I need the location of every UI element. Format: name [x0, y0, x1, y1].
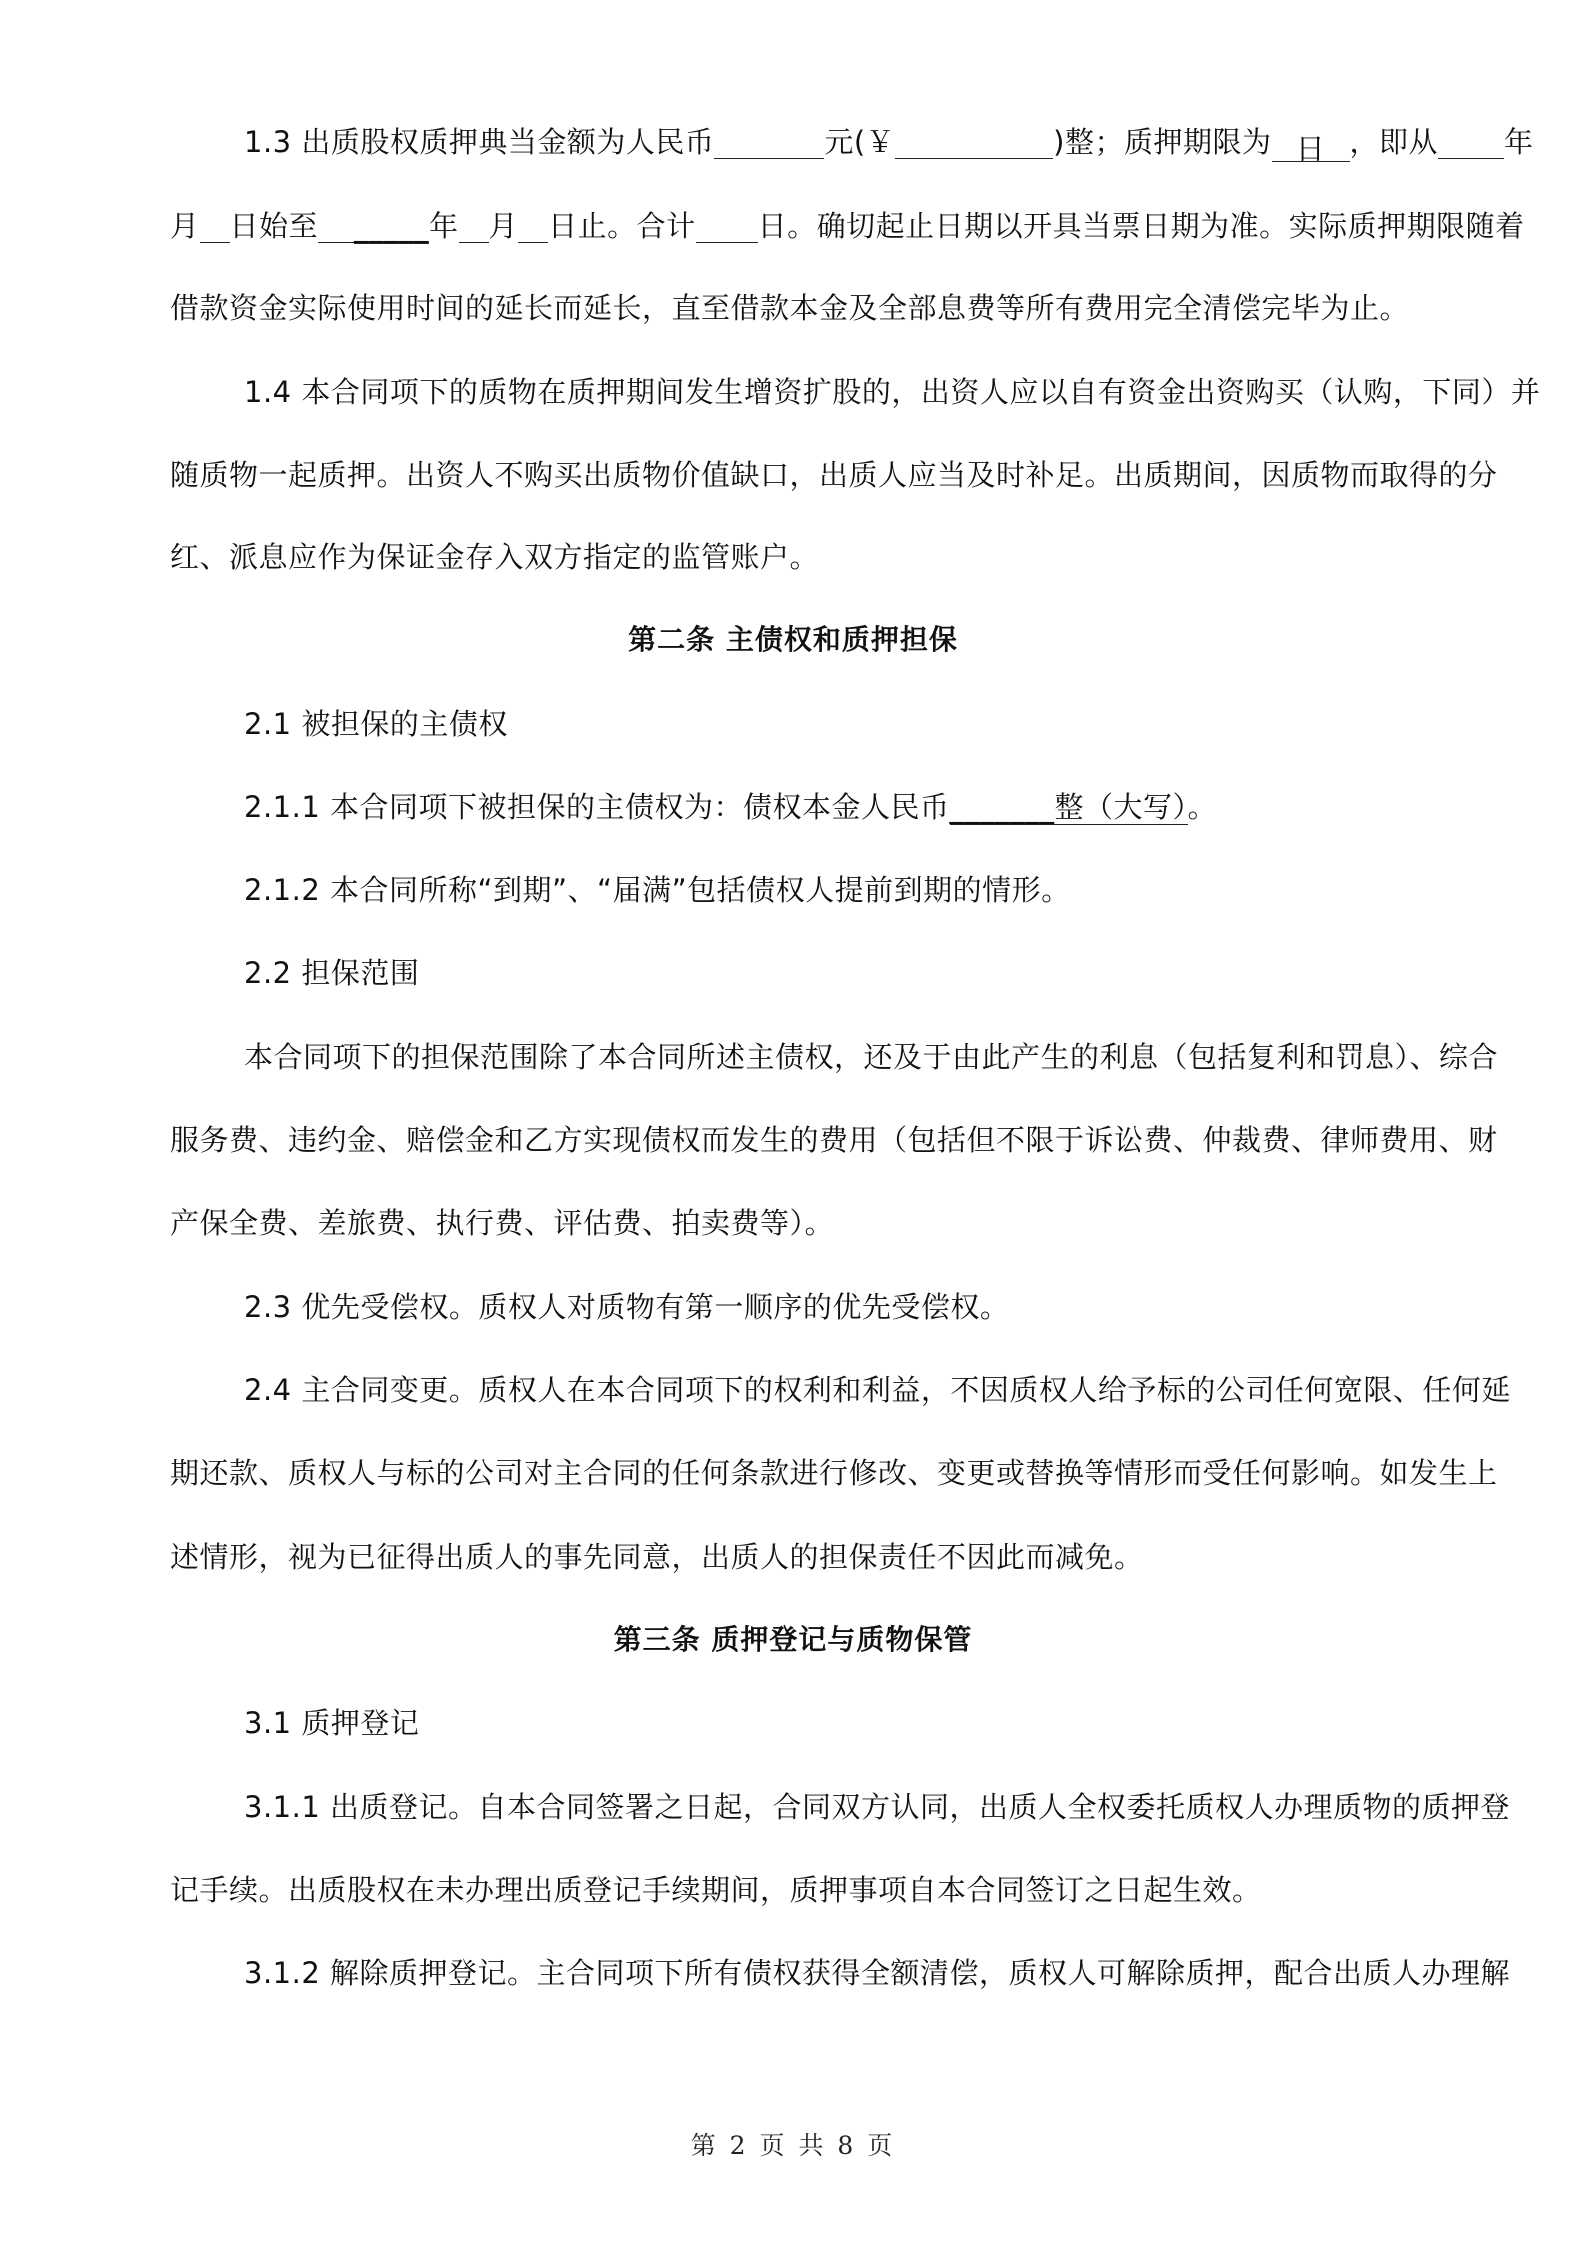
- page-number-footer: 第 2 页 共 8 页: [690, 2131, 896, 2160]
- clause-1-3-line-2: [170, 206, 1525, 246]
- clause-text: 日止。合计: [548, 209, 696, 243]
- clause-text: 元(￥: [824, 125, 896, 159]
- clause-text: 年: [1504, 125, 1534, 159]
- article-3-heading: 第三条 质押登记与质物保管: [613, 1623, 973, 1656]
- end-month-blank: [459, 210, 489, 243]
- scope-line-3: 产保全费、差旅费、执行费、评估费、拍卖费等）。: [170, 1206, 835, 1240]
- end-year-blank: _____: [354, 209, 430, 243]
- amount-figure-blank: [895, 126, 1053, 159]
- term-days-blank: [1272, 129, 1350, 166]
- total-days-blank: [696, 210, 758, 243]
- clause-text: 。: [1187, 790, 1218, 824]
- end-blank-a: [318, 210, 354, 243]
- section-3-1-2-line-1: 3.1.2 解除质押登记。主合同项下所有债权获得全额清偿，质权人可解除质押，配合出质人办理解: [244, 1956, 1511, 1990]
- clause-text: 年: [429, 209, 459, 243]
- section-3-1-1-line-1: 3.1.1 出质登记。自本合同签署之日起，合同双方认同，出质人全权委托质权人办理质物的质押登: [244, 1790, 1511, 1824]
- clause-1-3-line-1: [244, 122, 1534, 166]
- clause-text: 2.1.1 本合同项下被担保的主债权为：债权本金人民币: [244, 790, 950, 824]
- section-3-1-1-line-2: 记手续。出质股权在未办理出质登记手续期间，质押事项自本合同签订之日起生效。: [170, 1873, 1262, 1907]
- amount-blank: [714, 126, 824, 159]
- article-2-heading: 第二条 主债权和质押担保: [628, 623, 958, 656]
- section-2-4-line-1: 2.4 主合同变更。质权人在本合同项下的权利和利益，不因质权人给予标的公司任何宽限、任何延: [244, 1373, 1511, 1407]
- clause-text: ，即从: [1349, 125, 1439, 159]
- section-2-3: 2.3 优先受偿权。质权人对质物有第一顺序的优先受偿权。: [244, 1290, 1010, 1324]
- section-2-1: 2.1 被担保的主债权: [244, 707, 508, 741]
- clause-1-4-line-1: 1.4 本合同项下的质物在质押期间发生增资扩股的，出资人应以自有资金出资购买（认购，下同）并: [244, 375, 1541, 409]
- section-2-1-2: 2.1.2 本合同所称“到期”、“届满”包括债权人提前到期的情形。: [244, 873, 1071, 907]
- day-unit: 日: [1295, 132, 1326, 166]
- clause-text: 日。确切起止日期以开具当票日期为准。实际质押期限随着: [757, 209, 1525, 243]
- start-day-blank: [200, 210, 230, 243]
- end-day-blank: [518, 210, 548, 243]
- section-2-4-line-3: 述情形，视为已征得出质人的事先同意，出质人的担保责任不因此而减免。: [170, 1540, 1144, 1574]
- clause-text: 日始至: [229, 209, 319, 243]
- clause-1-3-line-3: 借款资金实际使用时间的延长而延长，直至借款本金及全部息费等所有费用完全清偿完毕为止。: [170, 291, 1410, 325]
- section-2-2: 2.2 担保范围: [244, 956, 420, 990]
- clause-text: 月: [170, 209, 200, 243]
- clause-1-4-line-3: 红、派息应作为保证金存入双方指定的监管账户。: [170, 540, 820, 574]
- section-3-1: 3.1 质押登记: [244, 1706, 420, 1740]
- clause-text: 1.3 出质股权质押典当金额为人民币: [244, 125, 715, 159]
- clause-1-4-line-2: 随质物一起质押。出资人不购买出质物价值缺口，出质人应当及时补足。出质期间，因质物而取得的分: [170, 458, 1498, 492]
- clause-text: 月: [488, 209, 519, 243]
- principal-amount-blank: _______整（大写）: [949, 790, 1188, 824]
- clause-text: )整；质押期限为: [1053, 125, 1272, 159]
- start-year-blank: [1438, 126, 1504, 159]
- scope-line-2: 服务费、违约金、赔偿金和乙方实现债权而发生的费用（包括但不限于诉讼费、仲裁费、律师费用、财: [170, 1123, 1498, 1157]
- section-2-4-line-2: 期还款、质权人与标的公司对主合同的任何条款进行修改、变更或替换等情形而受任何影响。如发生上: [170, 1456, 1498, 1490]
- scope-line-1: 本合同项下的担保范围除了本合同所述主债权，还及于由此产生的利息（包括复利和罚息）、综合: [244, 1040, 1499, 1074]
- section-2-1-1: [244, 787, 1524, 827]
